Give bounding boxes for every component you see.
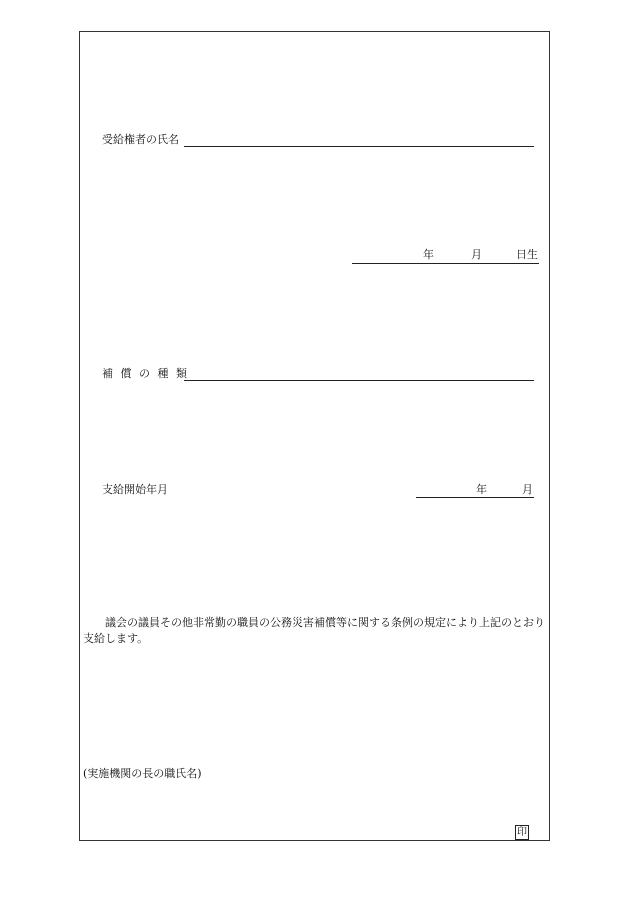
form-frame: [79, 31, 550, 841]
payment-start-field[interactable]: [416, 497, 534, 498]
payment-start-year-label: 年: [476, 483, 487, 496]
payment-start-month-label: 月: [522, 483, 533, 496]
payment-start-label: 支給開始年月: [102, 483, 168, 496]
compensation-type-label: 補 償 の 種 類: [102, 367, 187, 380]
birth-date-field[interactable]: [352, 263, 539, 264]
seal-stamp-box: 印: [517, 827, 527, 838]
agency-head-label: (実施機関の長の職氏名): [83, 767, 202, 780]
birth-month-label: 月: [471, 248, 482, 261]
compensation-type-field[interactable]: [184, 380, 534, 381]
payment-statement: 議会の議員その他非常勤の職員の公務災害補償等に関する条例の規定により上記のとおり支給します。: [83, 616, 545, 645]
birth-year-label: 年: [423, 248, 434, 261]
birth-day-born-label: 日生: [516, 248, 538, 261]
recipient-name-field[interactable]: [184, 146, 534, 147]
recipient-name-label: 受給権者の氏名: [102, 133, 179, 146]
